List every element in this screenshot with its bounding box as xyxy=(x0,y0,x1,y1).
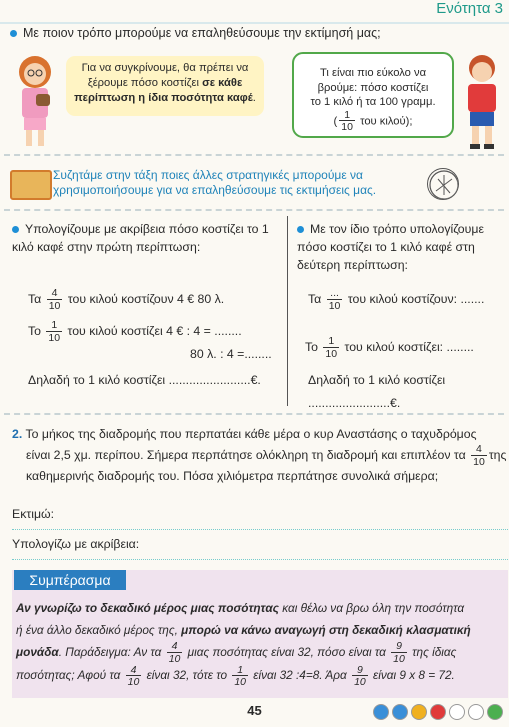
problem-text: της xyxy=(488,447,507,462)
right-row-3: Δηλαδή το 1 κιλό κοστίζει xyxy=(308,373,446,387)
accurate-label: Υπολογίζω με ακρίβεια: xyxy=(12,537,140,551)
fraction xyxy=(46,320,62,343)
text: ή ένα άλλο δεκαδικό μέρος της, xyxy=(16,623,182,637)
color-dot xyxy=(430,704,446,720)
speech-bubble-girl xyxy=(66,56,264,116)
numerator: ... xyxy=(330,287,339,299)
bubble-girl-line2: ξέρουμε πόσο κοστίζει xyxy=(87,77,203,89)
left-row-2 xyxy=(28,320,242,343)
color-dots xyxy=(370,704,503,725)
numerator: 1 xyxy=(344,108,351,121)
conclusion-title: Συμπέρασμα xyxy=(14,570,126,590)
text: Τα xyxy=(28,291,42,306)
numerator: 4 xyxy=(171,640,178,653)
text: μιας ποσότητας είναι 32, πόσο είναι τα xyxy=(187,645,386,659)
color-dot xyxy=(449,704,465,720)
section-divider xyxy=(4,154,504,156)
color-dot xyxy=(373,704,389,720)
color-dot xyxy=(392,704,408,720)
section-divider xyxy=(4,209,504,211)
speech-bubble-boy xyxy=(292,52,454,138)
right-row-4: ........................€. xyxy=(308,396,401,410)
estimate-answer-line[interactable] xyxy=(12,507,508,530)
text: είναι 32, τότε το xyxy=(146,668,228,683)
fraction xyxy=(339,110,355,133)
denominator: 10 xyxy=(354,676,366,689)
numerator: 1 xyxy=(237,663,244,676)
text: είναι 9 x 8 = 72. xyxy=(373,668,455,683)
right-intro-text: Με τον ίδιο τρόπο υπολογίζουμε πόσο κοστίζει το 1 κιλό καφέ στη δεύτερη περίπτωση: xyxy=(297,222,484,272)
left-row-1 xyxy=(28,288,224,311)
bubble-boy-line1: Τι είναι πιο εύκολο να xyxy=(319,67,427,79)
denominator: 10 xyxy=(48,331,61,344)
intro-question-text: Με ποιον τρόπο μπορούμε να επαληθεύσουμε την εκτίμησή μας; xyxy=(23,26,381,40)
fraction xyxy=(126,665,142,688)
left-intro-text: Υπολογίζουμε με ακρίβεια πόσο κοστίζει το 1 κιλό καφέ στην πρώτη περίπτωση: xyxy=(12,222,269,254)
text: Το xyxy=(305,339,318,354)
text: και θέλω να βρω όλη την ποσότητα xyxy=(278,601,465,615)
chapter-title: Ενότητα 3 xyxy=(436,0,503,17)
accurate-answer-line[interactable] xyxy=(12,537,508,560)
fraction xyxy=(327,288,343,311)
fraction xyxy=(167,641,183,664)
section-divider xyxy=(4,413,504,415)
fraction xyxy=(352,665,368,688)
bubble-boy-line2: βρούμε: πόσο κοστίζει xyxy=(317,81,429,94)
bullet-icon xyxy=(297,226,304,233)
denominator: 10 xyxy=(393,652,405,665)
bubble-boy-line4: του κιλού); xyxy=(360,114,413,127)
text: της ίδιας xyxy=(412,645,457,659)
bubble-girl-line2-bold: σε κάθε xyxy=(202,77,243,89)
bubble-boy-paren: ( xyxy=(333,114,338,127)
bullet-icon xyxy=(12,226,19,233)
text: του κιλού κοστίζει 4 € : 4 = ........ xyxy=(67,323,242,338)
problem-2 xyxy=(12,425,507,486)
problem-number: 2. xyxy=(12,427,23,441)
classroom-discussion-icon xyxy=(10,170,52,200)
denominator: 10 xyxy=(127,676,140,689)
denominator: 10 xyxy=(341,121,353,133)
denominator: 10 xyxy=(48,299,61,312)
bullet-icon xyxy=(10,30,17,37)
right-calculation-intro xyxy=(297,220,507,274)
text: είναι 32 :4=8. Άρα xyxy=(253,668,347,683)
denominator: 10 xyxy=(473,455,485,468)
estimate-label: Εκτιμώ: xyxy=(12,507,55,521)
numerator: 4 xyxy=(51,287,58,299)
fraction xyxy=(323,336,339,359)
text: του κιλού κοστίζουν: ....... xyxy=(347,291,485,306)
discussion-prompt: Συζητάμε στην τάξη ποιες άλλες στρατηγικές μπορούμε να χρησιμοποιήσουμε για να επαληθεύσουμε τις εκτιμήσεις μας. xyxy=(53,168,377,197)
header-divider xyxy=(0,22,509,24)
problem-text: καθημερινής διαδρομής του. Πόσα χιλιόμετρα περπάτησε συνολικά σήμερα; xyxy=(26,469,439,483)
numerator: 9 xyxy=(356,663,363,676)
color-dot xyxy=(468,704,484,720)
bubble-girl-line1: Για να συγκρίνουμε, θα πρέπει να xyxy=(81,62,249,74)
fraction xyxy=(391,641,407,664)
right-row-2 xyxy=(305,336,474,359)
left-row-3: 80 λ. : 4 =........ xyxy=(190,347,272,361)
text: ποσότητας; Αφού τα xyxy=(16,668,121,683)
bubble-boy-line3: το 1 κιλό ή τα 100 γραμμ. xyxy=(310,96,436,108)
intro-question xyxy=(10,26,381,40)
text: Το xyxy=(28,323,41,338)
problem-text: είναι 2,5 χμ. περίπου. Σήμερα περπάτησε ολόκληρη τη διαδρομή και επιπλέον τα xyxy=(26,447,466,462)
denominator: 10 xyxy=(325,347,338,360)
fraction xyxy=(471,444,487,467)
denominator: 10 xyxy=(168,652,181,665)
strategy-stamp-icon xyxy=(427,168,459,200)
problem-text: Το μήκος της διαδρομής που περπατάει κάθε μέρα ο κυρ Αναστάσης ο ταχυδρόμος xyxy=(25,427,477,441)
text: του κιλού κοστίζουν 4 € 80 λ. xyxy=(67,291,225,306)
bubble-girl-line3-bold: περίπτωση η ίδια ποσότητα καφέ xyxy=(74,92,253,104)
numerator: 1 xyxy=(51,319,58,331)
text: . Παράδειγμα: Αν τα xyxy=(58,645,162,659)
text: μονάδα xyxy=(16,645,59,659)
right-row-1 xyxy=(308,288,484,311)
denominator: 10 xyxy=(328,299,341,312)
color-dot xyxy=(487,704,503,720)
numerator: 1 xyxy=(328,335,335,347)
text: Τα xyxy=(308,291,322,306)
text: του κιλού κοστίζει: ........ xyxy=(344,339,474,354)
fraction xyxy=(47,288,63,311)
left-row-4: Δηλαδή το 1 κιλό κοστίζει ........................€. xyxy=(28,373,261,387)
left-calculation-intro xyxy=(12,220,282,256)
denominator: 10 xyxy=(234,676,246,689)
page-number: 45 xyxy=(247,703,262,718)
text: μπορώ να κάνω αναγωγή στη δεκαδική κλασματική xyxy=(181,623,471,637)
numerator: 9 xyxy=(396,640,402,653)
girl-illustration xyxy=(10,50,60,150)
column-divider xyxy=(287,216,288,406)
fraction xyxy=(232,665,248,688)
text: Αν γνωρίζω το δεκαδικό μέρος μιας ποσότητας xyxy=(16,601,279,615)
numerator: 4 xyxy=(130,663,137,676)
color-dot xyxy=(411,704,427,720)
boy-illustration xyxy=(458,52,506,152)
numerator: 4 xyxy=(476,443,482,455)
bubble-girl-line3-end: . xyxy=(252,92,256,104)
conclusion-text xyxy=(16,597,506,688)
